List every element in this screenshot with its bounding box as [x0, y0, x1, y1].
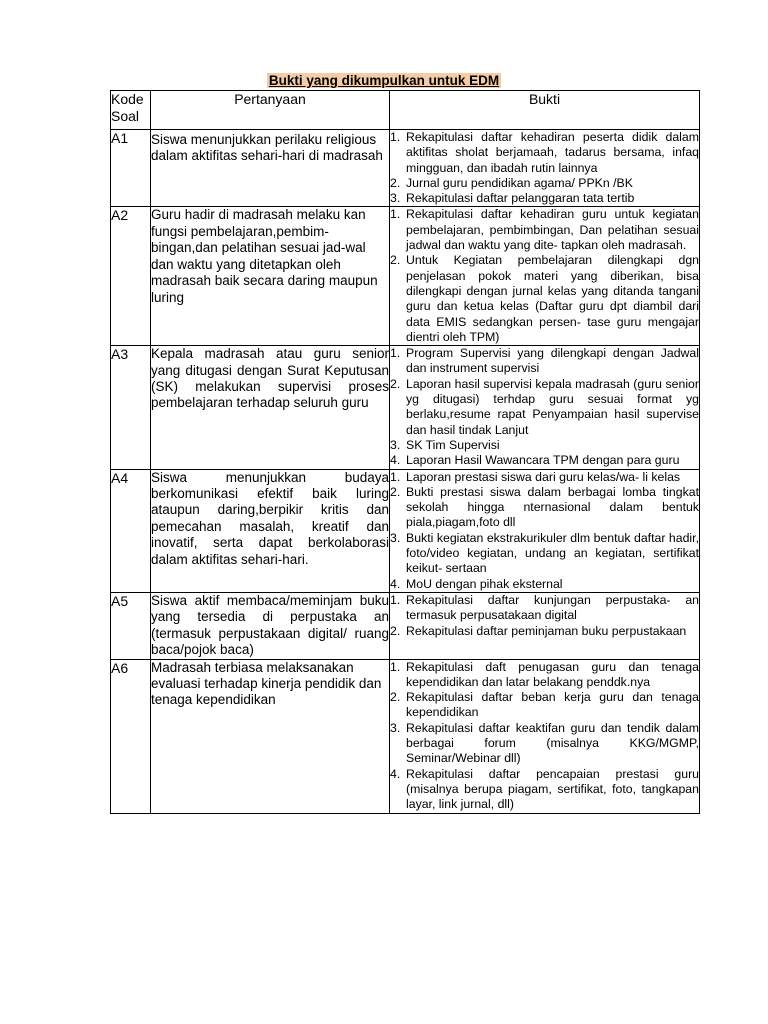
item-number: 1.	[390, 346, 401, 361]
item-text: Rekapitulasi daftar kehadiran guru untuk kegiatan pembelajaran, pembimbingan, Dan pelatihan sesuai jadwal dan waktu yang dite- tapkan oleh madrasah.	[406, 207, 699, 253]
item-text: Program Supervisi yang dilengkapi dengan Jadwal dan instrument supervisi	[406, 346, 699, 376]
item-text: Laporan hasil supervisi kepala madrasah (guru senior yg ditugasi) terhdap guru sesuai format yg berlaku,resume rapat Penyampaian hasil supervise dan hasil tindak Lanjut	[406, 376, 699, 437]
item-number: 4.	[390, 576, 401, 591]
item-text: Laporan prestasi siswa dari guru kelas/wa- li kelas	[406, 469, 681, 484]
item-text: Rekapitulasi daftar pencapaian prestasi guru (misalnya berupa piagam, sertifikat, foto, tangkapan layar, link jurnal, dll)	[406, 766, 699, 812]
list-item	[390, 207, 699, 253]
item-number: 2.	[390, 690, 401, 705]
header-bukti: Bukti	[390, 91, 700, 130]
item-number: 2.	[390, 253, 401, 268]
row-pertanyaan: Guru hadir di madrasah melaku kan fungsi pembelajaran,pembim-bingan,dan pelatihan sesuai jad-wal dan waktu yang ditetapkan oleh madrasah baik secara daring maupun luring	[151, 207, 390, 346]
list-item	[390, 721, 699, 767]
item-text: Bukti kegiatan ekstrakurikuler dlm bentuk daftar hadir, foto/video kegiatan, undang an kegiatan, sertifikat keikut- sertaan	[406, 530, 699, 576]
row-kode: A3	[111, 346, 151, 469]
header-pertanyaan: Pertanyaan	[151, 91, 390, 130]
row-bukti	[390, 207, 700, 346]
row-bukti	[390, 469, 700, 592]
table-header-row	[111, 91, 700, 130]
list-item	[390, 176, 699, 191]
row-kode: A5	[111, 592, 151, 659]
item-text: Jurnal guru pendidikan agama/ PPKn /BK	[406, 175, 633, 190]
item-text: SK Tim Supervisi	[406, 437, 500, 452]
list-item	[390, 624, 699, 639]
table-row	[111, 207, 700, 346]
item-text: Rekapitulasi daft penugasan guru dan tenaga kependidikan dan latar belakang penddk.nya	[406, 659, 699, 689]
list-item	[390, 577, 699, 592]
header-kode-soal: Kode Soal	[111, 91, 151, 130]
list-item	[390, 660, 699, 691]
row-bukti	[390, 130, 700, 207]
row-pertanyaan: Madrasah terbiasa melaksanakan evaluasi terhadap kinerja pendidik dan tenaga kependidikan	[151, 659, 390, 813]
item-number: 3.	[390, 720, 401, 735]
row-kode: A4	[111, 469, 151, 592]
row-bukti	[390, 592, 700, 659]
list-item	[390, 485, 699, 531]
page-title	[0, 73, 768, 89]
table-row	[111, 130, 700, 207]
item-number: 1.	[390, 659, 401, 674]
table-row	[111, 592, 700, 659]
item-text: Rekapitulasi daftar pelanggaran tata tertib	[406, 191, 635, 206]
item-number: 2.	[390, 484, 401, 499]
table-row	[111, 346, 700, 469]
item-number: 2.	[390, 175, 401, 190]
list-item	[390, 253, 699, 345]
row-bukti	[390, 659, 700, 813]
item-number: 2.	[390, 376, 401, 391]
item-number: 1.	[390, 130, 401, 144]
item-text: Untuk Kegiatan pembelajaran dilengkapi dgn penjelasan pokok materi yang diberikan, bisa dilengkapi dengan jurnal kelas yang ditanda tangani guru dan ketua kelas (Daftar guru dpt diambil dari data EMIS sedangkan persen- tase guru mengajar dientri oleh TPM)	[406, 253, 699, 344]
row-pertanyaan: Siswa aktif membaca/meminjam buku yang tersedia di perpustaka an (termasuk perpustakaan digital/ ruang baca/pojok baca)	[151, 592, 389, 658]
list-item	[390, 453, 699, 468]
list-item	[390, 346, 699, 377]
list-item	[390, 377, 699, 438]
row-pertanyaan: Siswa menunjukkan perilaku religious dalam aktifitas sehari-hari di madrasah	[151, 130, 390, 207]
row-kode: A2	[111, 207, 151, 346]
list-item	[390, 470, 699, 485]
item-text: Bukti prestasi siswa dalam berbagai lomba tingkat sekolah hingga nternasional dalam bentuk piala,piagam,foto dll	[406, 484, 699, 530]
item-text: Rekapitulasi daftar beban kerja guru dan tenaga kependidikan	[406, 690, 699, 720]
list-item	[390, 593, 699, 624]
item-text: MoU dengan pihak eksternal	[406, 576, 563, 591]
item-number: 4.	[390, 766, 401, 781]
row-kode: A1	[111, 130, 151, 207]
list-item	[390, 767, 699, 813]
item-number: 3.	[390, 437, 401, 452]
list-item	[390, 130, 699, 176]
item-text: Laporan Hasil Wawancara TPM dengan para guru	[406, 453, 680, 468]
table-row	[111, 469, 700, 592]
list-item	[390, 438, 699, 453]
item-text: Rekapitulasi daftar peminjaman buku perpustakaan	[406, 623, 687, 638]
item-number: 1.	[390, 469, 401, 484]
list-item	[390, 531, 699, 577]
item-number: 3.	[390, 191, 401, 206]
table-row	[111, 659, 700, 813]
row-kode: A6	[111, 659, 151, 813]
item-number: 1.	[390, 592, 401, 607]
row-pertanyaan: Kepala madrasah atau guru senior yang ditugasi dengan Surat Keputusan (SK) melakukan supervisi proses pembelajaran terhadap seluruh guru	[151, 346, 390, 469]
item-number: 4.	[390, 453, 401, 468]
page-title-text: Bukti yang dikumpulkan untuk EDM	[268, 73, 500, 88]
item-text: Rekapitulasi daftar kehadiran peserta didik dalam aktifitas sholat berjamaah, tadarus bersama, infaq mingguan, dan ibadah rutin lainnya	[406, 130, 699, 175]
item-text: Rekapitulasi daftar kunjungan perpustaka- an termasuk perpusatakaan digital	[406, 592, 699, 623]
list-item	[390, 690, 699, 721]
evidence-table	[110, 90, 700, 814]
item-number: 1.	[390, 207, 401, 222]
item-number: 2.	[390, 623, 401, 638]
row-pertanyaan: Siswa menunjukkan budaya berkomunikasi efektif baik luring ataupun daring,berpikir kritis dan pemecahan masalah, kreatif dan inovatif, serta dapat berkolaborasi dalam aktifitas sehari-hari.	[151, 469, 390, 592]
item-number: 3.	[390, 530, 401, 545]
row-bukti	[390, 346, 700, 469]
list-item	[390, 191, 699, 206]
item-text: Rekapitulasi daftar keaktifan guru dan tendik dalam berbagai forum (misalnya KKG/MGMP, Seminar/Webinar dll)	[406, 720, 699, 766]
